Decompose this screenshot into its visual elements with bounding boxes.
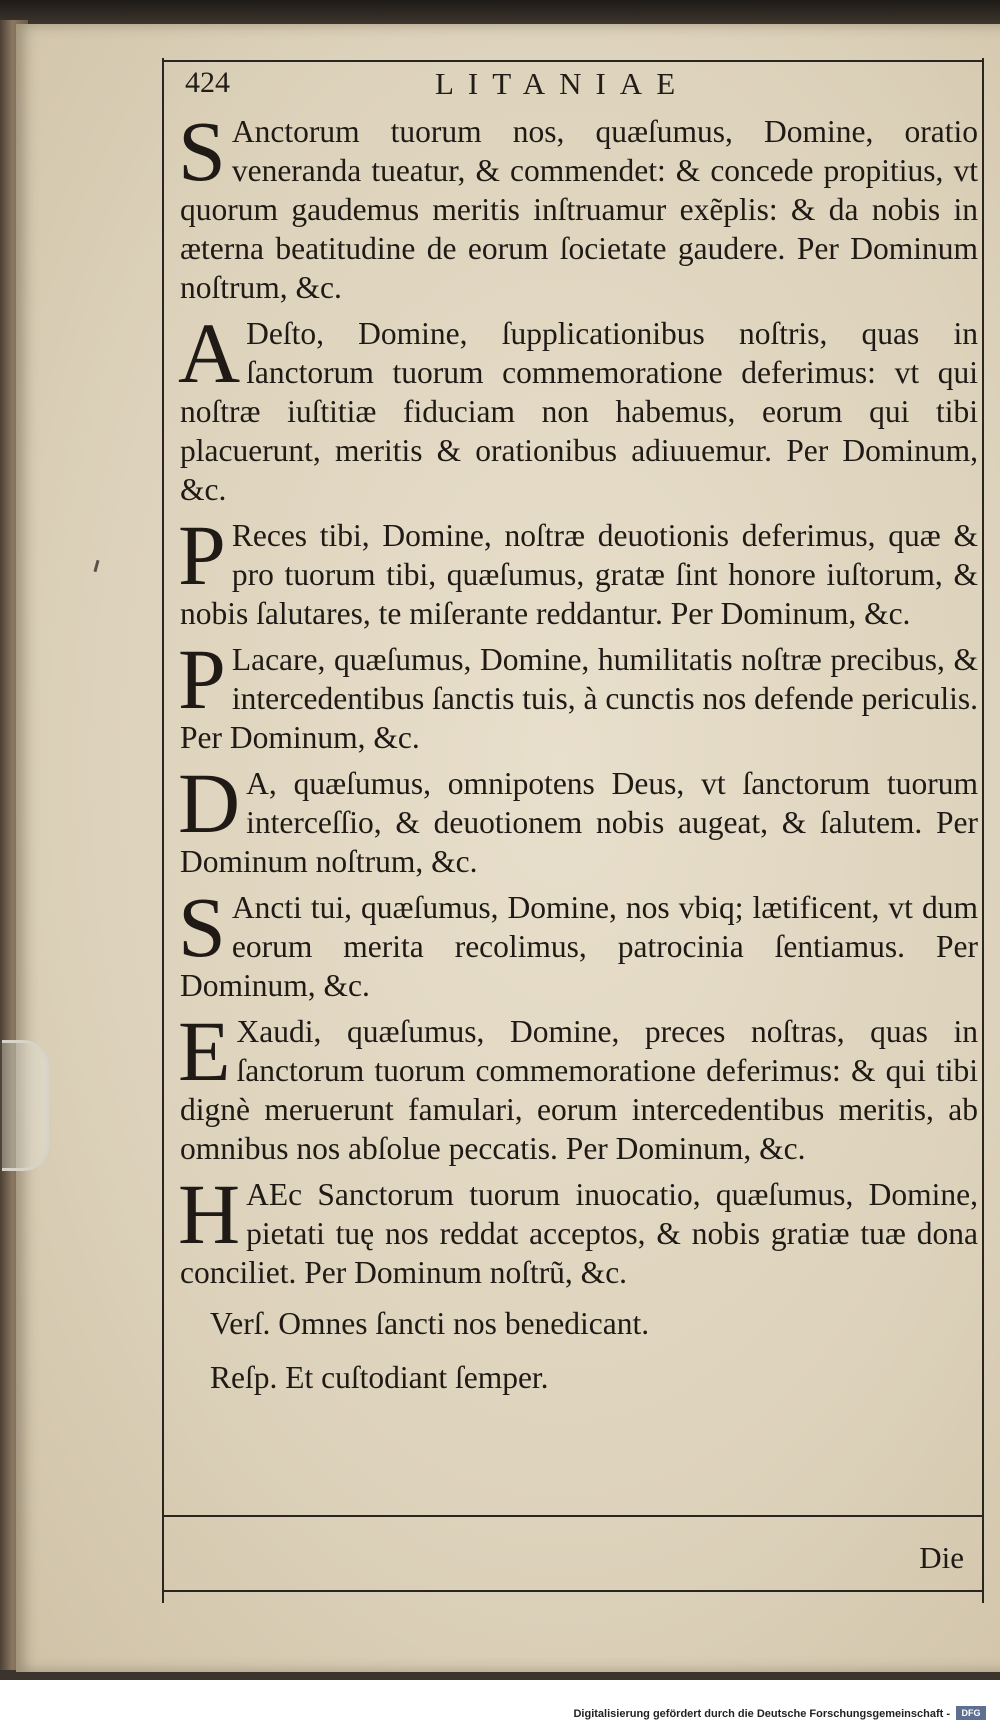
prayer-paragraph bbox=[178, 103, 978, 307]
versicle: Verſ. Omnes ſancti nos benedicant. bbox=[210, 1306, 650, 1341]
prayer-body: A, quæſumus, omnipotens Deus, vt ſanctorum tuorum interceſſio, & deuotionem nobis augeat, & ſalutem. Per Dominum noſtrum, &c. bbox=[180, 766, 978, 879]
scan-top-edge bbox=[0, 0, 1000, 26]
prayer-body: Reces tibi, Domine, noſtræ deuotionis deferimus, quæ & pro tuorum tibi, quæſumus, gratæ ſint honore iuſtorum, & nobis ſalutares, te miſerante reddantur. Per Dominum, &c. bbox=[180, 518, 978, 631]
drop-initial: H bbox=[178, 1166, 241, 1262]
catchword: Die bbox=[919, 1540, 964, 1575]
prayer-paragraph bbox=[178, 879, 978, 1005]
drop-initial: P bbox=[178, 507, 226, 603]
bottom-rule bbox=[162, 1590, 982, 1592]
prayer-paragraph bbox=[178, 305, 978, 509]
prayer-body: Xaudi, quæſumus, Domine, preces noſtras, quas in ſanctorum tuorum commemoratione deferimus: & qui tibi dignè meruerunt famulari, eorum intercedentibus meritis, ab omnibus nos abſolue peccatis. Per Dominum, &c. bbox=[180, 1014, 978, 1166]
prayer-body: Ancti tui, quæſumus, Domine, nos vbiq; lætificent, vt dum eorum merita recolimus, patrocinia ſentiamus. Per Dominum, &c. bbox=[180, 890, 978, 1003]
funding-credit: Digitalisierung gefördert durch die Deutsche Forschungsgemeinschaft - bbox=[573, 1708, 950, 1720]
page-number: 424 bbox=[185, 66, 230, 99]
prayer-paragraph bbox=[178, 1003, 978, 1168]
header-rule bbox=[162, 60, 982, 62]
footer-rule bbox=[162, 1515, 982, 1517]
response: Reſp. Et cuſtodiant ſemper. bbox=[210, 1360, 549, 1395]
prayer-paragraph bbox=[178, 507, 978, 633]
prayer-paragraph bbox=[178, 1166, 978, 1292]
prayer-body: Anctorum tuorum nos, quæſumus, Domine, oratio veneranda tueatur, & commendet: & concede propitius, vt quorum gaudemus meritis inſtruamur exẽplis: & da nobis in æterna beatitudine de eorum ſocietate gaudere. Per Dominum noſtrum, &c. bbox=[180, 114, 978, 305]
running-head bbox=[185, 66, 975, 106]
drop-initial: D bbox=[178, 755, 241, 851]
prayer-body: Deſto, Domine, ſupplicationibus noſtris, quas in ſanctorum tuorum commemoratione deferimus: vt qui noſtræ iuſtitiæ fiduciam non habemus, eorum qui tibi placuerunt, meritis & orationibus adiuuemur. Per Dominum, &c. bbox=[180, 316, 978, 507]
prayer-paragraph bbox=[178, 631, 978, 757]
page-clip bbox=[2, 1040, 49, 1171]
drop-initial: P bbox=[178, 631, 226, 727]
prayer-body: AEc Sanctorum tuorum inuocatio, quæſumus, Domine, pietati tuę nos reddat acceptos, & nobis gratiæ tuæ dona conciliet. Per Dominum noſtrũ, &c. bbox=[180, 1177, 978, 1290]
drop-initial: S bbox=[178, 103, 226, 199]
drop-initial: A bbox=[178, 305, 241, 401]
dfg-logo-icon: DFG bbox=[956, 1706, 986, 1720]
prayer-text bbox=[178, 103, 978, 1403]
prayer-paragraph bbox=[178, 755, 978, 881]
prayer-body: Lacare, quæſumus, Domine, humilitatis noſtræ precibus, & intercedentibus ſanctis tuis, à cunctis nos defende periculis. Per Dominum, &c. bbox=[180, 642, 978, 755]
drop-initial: S bbox=[178, 879, 226, 975]
drop-initial: E bbox=[178, 1003, 231, 1099]
running-title: LITANIAE bbox=[435, 66, 690, 101]
